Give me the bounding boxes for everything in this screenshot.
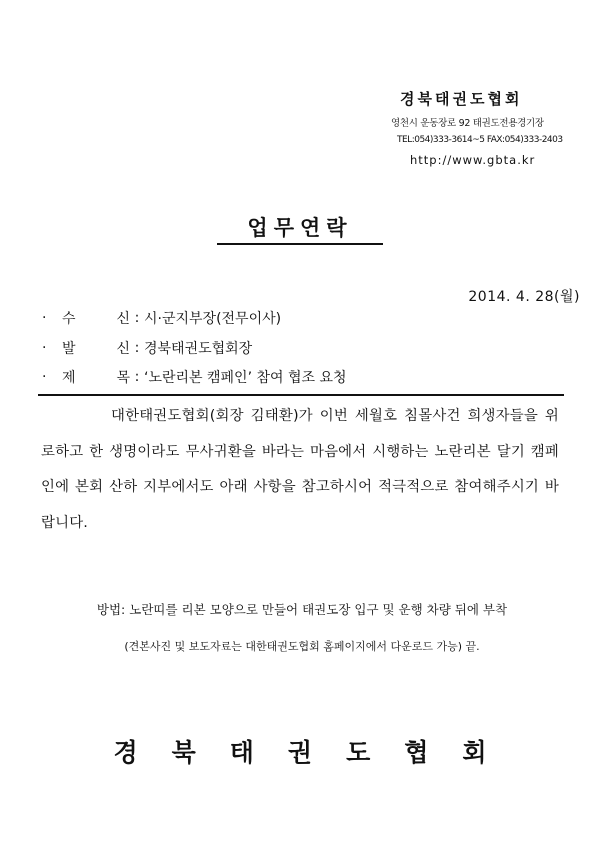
sender-label (62, 338, 130, 358)
recipient-value: 시·군지부장(전무이사) (144, 311, 282, 327)
document-title: 업무연락 (247, 216, 353, 240)
label-char: 제 (62, 370, 76, 386)
sender-value: 경북태권도협회장 (144, 341, 253, 357)
label-char: 신 (116, 341, 130, 357)
label-char: 발 (62, 341, 76, 357)
field-bullet: · (42, 340, 47, 356)
subject-value: ‘노란리본 캠페인’ 참여 협조 요청 (144, 370, 347, 386)
label-char: 신 (116, 311, 130, 327)
title-underline (217, 243, 383, 245)
recipient-field (42, 308, 562, 328)
field-separator: : (134, 369, 140, 385)
field-bullet: · (42, 310, 47, 326)
recipient-label (62, 308, 130, 328)
subject-field (42, 367, 562, 387)
field-separator: : (134, 340, 140, 356)
field-separator: : (134, 310, 140, 326)
document-date: 2014. 4. 28(월) (468, 289, 580, 305)
field-bullet: · (42, 369, 47, 385)
organization-name: 경북태권도협회 (400, 90, 523, 108)
footer-organization-name: 경북태권도협회 (113, 738, 521, 767)
section-divider (38, 394, 564, 396)
note-line: (견본사진 및 보도자료는 대한태권도협회 홈페이지에서 다운로드 가능) 끝. (124, 640, 480, 653)
organization-address: 영천시 운동장로 92 태권도전용경기장 (391, 118, 544, 129)
body-paragraph: 대한태권도협회(회장 김태환)가 이번 세월호 침몰사건 희생자들을 위로하고 한 생명이라도 무사귀환을 바라는 마음에서 시행하는 노란리본 달기 캠페인에 본회 산하 지부에서도 아래 사항을 참고하시어 적극적으로 참여해주시기 바랍니다. (41, 408, 559, 531)
label-char: 목 (116, 370, 130, 386)
subject-label (62, 367, 130, 387)
organization-contact: TEL:054)333-3614~5 FAX:054)333-2403 (397, 135, 563, 145)
sender-field (42, 338, 562, 358)
method-line: 방법: 노란띠를 리본 모양으로 만들어 태권도장 입구 및 운행 차량 뒤에 부착 (96, 602, 508, 617)
label-char: 수 (62, 311, 76, 327)
organization-website[interactable]: http://www.gbta.kr (410, 153, 536, 167)
